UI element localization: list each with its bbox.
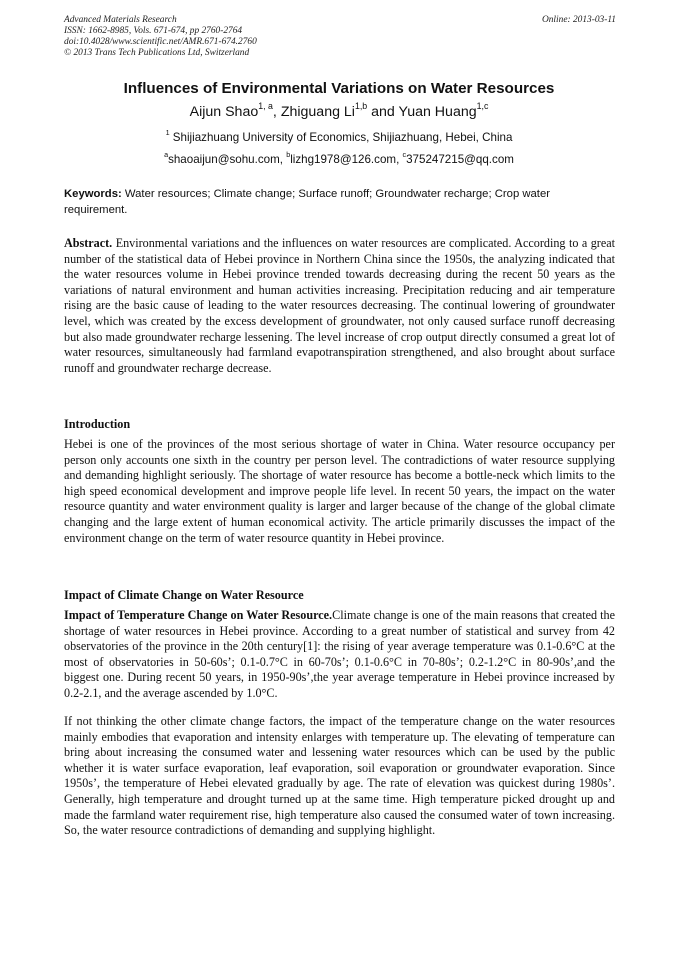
introduction-text: Hebei is one of the provinces of the most serious shortage of water in China. Water resource occupancy per person only accounts one sixth in the country per person level. The contradictions of water resource supplying and demanding highlight seriously. The shortage of water resource has become a bottle-neck which limits to the high speed economical development and improve people life level. In recent 50 years, the impact on the water resource quantity and water environment quality is larger and larger because of the change of the global climate changing and the large extent of human economical activity. The article primarily discusses the impact of the environment change on the term of water resource quantity in Hebei province. <box>64 437 615 545</box>
author-affiliation-mark: 1,c <box>476 100 489 111</box>
email-separator: , <box>396 153 403 166</box>
journal-issn: ISSN: 1662-8985, Vols. 671-674, pp 2760-2764 <box>64 26 243 36</box>
evaporation-paragraph: If not thinking the other climate change factors, the impact of the temperature change on the water resources mainly embodies that evaporation and intensity enlarges with temperature up. The elevating of temperature can bring about increasing the consumed water and lessening water resources which can be used by the public whether it is water surface evaporation, leaf evaporation, soil evaporation or groundwater evaporation. Since 1950s’, the temperature of Hebei elevated gradually by age. The rate of elevation was quickest during 1980s’. Generally, high temperature and drought turned up at the same time. High temperature picked drought up and made the farmland water requirement rise, high temperature also caused the consumed water of town increasing. So, the water resource contradictions of demanding and supplying highlight. <box>64 714 615 838</box>
email-separator: , <box>279 153 287 166</box>
keywords-label: Keywords: <box>64 188 122 200</box>
author-affiliation-mark: 1, a <box>258 100 273 111</box>
online-date: Online: 2013-03-11 <box>541 15 616 25</box>
temperature-paragraph <box>64 608 615 702</box>
journal-name: Advanced Materials Research <box>64 15 177 25</box>
temperature-subheading: Impact of Temperature Change on Water Resource. <box>64 608 333 622</box>
abstract-label: Abstract. <box>64 236 113 250</box>
author-name: Yuan Huang <box>398 104 477 120</box>
affiliation-mark: 1 <box>165 128 170 138</box>
author-name: Zhiguang Li <box>280 104 355 120</box>
affiliation <box>0 128 678 144</box>
keywords <box>64 187 615 218</box>
email-mark: a <box>164 150 169 160</box>
journal-doi[interactable]: doi:10.4028/www.scientific.net/AMR.671-674.2760 <box>64 37 257 47</box>
journal-copyright: © 2013 Trans Tech Publications Ltd, Switzerland <box>64 48 250 58</box>
temperature-text: Climate change is one of the main reasons that created the shortage of water resources in Hebei province. According to a great number of statistical and survey from 42 observatories of the province in the 20th century[1]: the rising of year average temperature was 0.1-0.6°C at the most of observatories in 50-60s’; 0.1-0.7°C in 60-70s’; 0.1-0.6°C in 70-80s’; 0.2-1.2°C in 80-90s’,and the biggest one. During recent 50 years, in 1950-90s’,the year average temperature in Hebei province increased by 0.2-2.1, and the average ascended by 1.0°C. <box>64 608 615 700</box>
email-mark: c <box>402 150 407 160</box>
author-list <box>0 100 678 120</box>
author-email[interactable]: shaoaijun@sohu.com <box>168 153 280 166</box>
affiliation-text: Shijiazhuang University of Economics, Shijiazhuang, Hebei, China <box>169 131 513 144</box>
paper-title: Influences of Environmental Variations on Water Resources <box>123 80 555 97</box>
abstract-text: Environmental variations and the influences on water resources are complicated. According to a great number of the statistical data of Hebei province in Northern China since the 1950s, the analyzing indicated that the water resources volume in Hebei province trended towards decreasing during the recent 50 years as the variations of natural environment and human activities increasing. Precipitation reducing and air temperature rising are the basic cause of leading to the water resources decreasing. The continual lowering of groundwater level, which was created by the excess development of groundwater, not only caused surface runoff decreasing but also made groundwater recharge lessening. The level increase of crop output directly consumed a great lot of water resources, simultaneously had farmland evapotranspiration strengthened, and also brought about surface runoff and groundwater recharge decrease. <box>64 236 615 375</box>
climate-section-heading: Impact of Climate Change on Water Resource <box>64 588 304 602</box>
author-email[interactable]: 375247215@qq.com <box>406 153 514 166</box>
journal-info <box>64 15 616 59</box>
email-mark: b <box>286 150 291 160</box>
author-emails <box>0 150 678 166</box>
abstract <box>64 236 615 376</box>
author-email[interactable]: lizhg1978@126.com <box>290 153 397 166</box>
author-name: Aijun Shao <box>189 104 259 120</box>
author-separator: and <box>367 104 399 120</box>
author-separator: , <box>272 104 281 120</box>
introduction-heading: Introduction <box>64 417 131 431</box>
author-affiliation-mark: 1,b <box>354 100 368 111</box>
keywords-text: Water resources; Climate change; Surface runoff; Groundwater recharge; Crop water requirement. <box>64 188 550 216</box>
journal-header <box>64 15 616 59</box>
